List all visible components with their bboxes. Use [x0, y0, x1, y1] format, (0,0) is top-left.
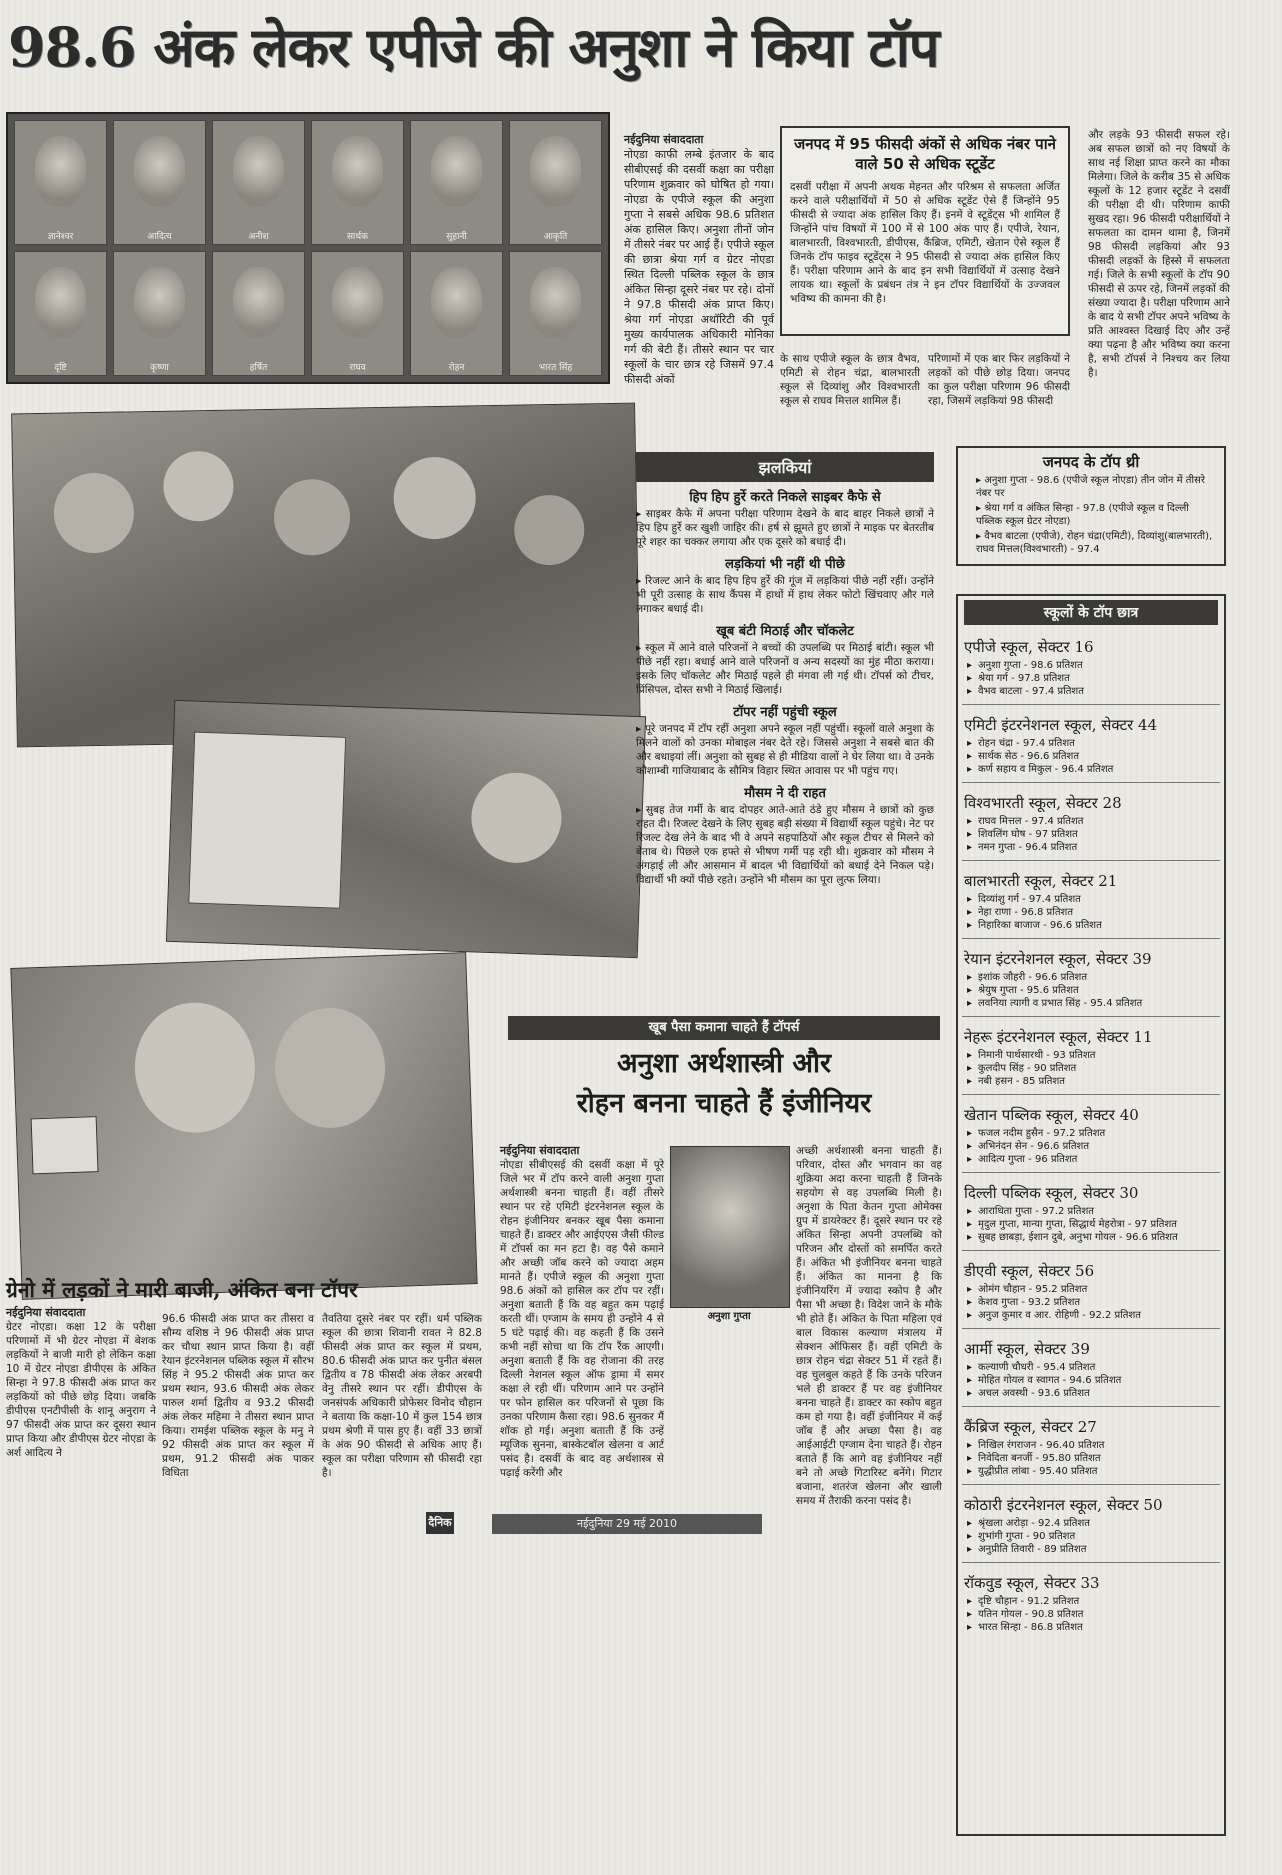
school-topper: ▸ नबी हसन - 85 प्रतिशत [978, 1075, 1218, 1088]
feature-title-line1: अनुशा अर्थशास्त्री और [616, 1048, 832, 1079]
school-topper: ▸ कुलदीप सिंह - 90 प्रतिशत [978, 1062, 1218, 1075]
school-topper: ▸ दिव्यांशु गर्ग - 97.4 प्रतिशत [978, 893, 1218, 906]
school-block [958, 707, 1224, 778]
school-topper: ▸ आदित्य गुप्ता - 96 प्रतिशत [978, 1153, 1218, 1166]
school-separator [962, 1562, 1220, 1563]
school-separator [962, 1016, 1220, 1017]
district-top-three-title: जनपद के टॉप थ्री [1042, 453, 1140, 471]
school-topper: ▸ कर्ण सहाय व मिकुल - 96.4 प्रतिशत [978, 763, 1218, 776]
feature-col1-text: नोएडा सीबीएसई की दसवीं कक्षा में पूरे जिले भर में टॉप करने वाली अनुशा गुप्ता अर्थशास्त्री बनना चाहती हैं। वहीं तीसरे स्थान पर रहे एमिटी इंटरनेशनल स्कूल के रोहन इंजीनियर बनकर खूब पैसा कमाना चाहते हैं। डाक्टर और आईएएस जैसी फील्ड में टॉपर्स का मन हटा है। वह पैसे कमाने और अच्छी जॉब करने को ज्यादा अहम मानते हैं। एपीजे स्कूल की अनुशा गुप्ता 98.6 अंकों को हासिल कर टॉप पर रहीं। अनुशा बताती हैं कि वह बहुत कम पढ़ाई करती थीं। एग्जाम के समय ही उन्होंने 4 से 5 घंटे पढ़ाई की। वह कहती हैं कि उसने कभी नहीं सोचा था कि टॉप रैंक आएगी। अनुशा बताती हैं कि वह रोजाना की तरह दिल्ली नेशनल स्कूल ऑफ ड्रामा में समर कक्षा ले रही थीं। परिणाम आने पर उन्होंने पर फोन हासिल कर परिजनों से पूछा कि उनका परिणाम कैसा रहा। 98.6 सुनकर मैं शॉक हो गई। अनुशा बताती हैं कि उन्हें म्यूजिक सुनना, बास्केटबॉल खेलना व आर्ट पसंद है। दसवीं के बाद वह अर्थशास्त्र से पढ़ाई करेंगी और [500, 1159, 664, 1479]
student-face [233, 136, 284, 207]
lead-continuation-2: परिणामों में एक बार फिर लड़कियों ने लड़कों को पीछे छोड़ दिया। जनपद का कुल परीक्षा परिणाम 96 फीसदी रहा, जिसमें लड़कियां 98 फीसदी [928, 353, 1070, 407]
bottom-col1-text: ग्रेटर नोएडा। कक्षा 12 के परीक्षा परिणामों में भी ग्रेटर नोएडा में बेशक लड़कियों ने बाजी मारी हो लेकिन कक्षा 10 में ग्रेटर नोएडा डीपीएस के अंकित सिन्हा ने 97.8 फीसदी अंक प्राप्त कर लड़कियों को पीछे छोड़ दिया। जबकि डीपीएस एनटीपीसी के शानू अनुराग ने 97 फीसदी अंक प्राप्त कर दूसरा स्थान प्राप्त किया और डीपीएस ग्रेटर नोएडा के अर्श आदित्य ने [6, 1321, 156, 1459]
student-face [530, 136, 581, 207]
school-name: डीएवी स्कूल, सेक्टर 56 [964, 1262, 1095, 1280]
school-separator [962, 1484, 1220, 1485]
student-face [332, 136, 383, 207]
district-box-title: जनपद में 95 फीसदी अंकों से अधिक नंबर पाने वाले 50 से अधिक स्टूडेंट [794, 135, 1056, 173]
school-toppers [964, 1517, 1218, 1556]
student-name: ज्ञानेश्वर [47, 232, 74, 242]
student-face [35, 267, 86, 338]
school-topper: ▸ राघव मित्तल - 97.4 प्रतिशत [978, 815, 1218, 828]
school-separator [962, 782, 1220, 783]
student-face [233, 267, 284, 338]
district-top-three-box [956, 446, 1226, 566]
student-face [431, 136, 482, 207]
school-topper: ▸ श्रृंखला अरोड़ा - 92.4 प्रतिशत [978, 1517, 1218, 1530]
school-toppers [964, 1049, 1218, 1088]
school-toppers [964, 737, 1218, 776]
student-name: आदित्य [147, 232, 172, 242]
bottom-story-column-2: 96.6 फीसदी अंक प्राप्त कर तीसरा व सौम्य वशिष्ठ ने 96 फीसदी अंक प्राप्त कर चौथा स्थान प्राप्त किया है। वहीं रेयान इंटरनेशनल पब्लिक स्कूल में सौरभ सिंह ने 95.2 फीसदी अंक प्राप्त कर प्रथम स्थान, 93.6 फीसदी अंक लेकर पारुल शर्मा द्वितीय व 93.2 फीसदी अंक लेकर महिमा ने तीसरा स्थान प्राप्त किया। रामईश पब्लिक स्कूल के मनु ने 92 फीसदी अंक प्राप्त कर स्कूल में प्रथम, 91.2 फीसदी अंक पाकर विधिता [162, 1313, 314, 1479]
highlight-heading: खूब बंटी मिठाई और चॉकलेट [716, 624, 854, 639]
school-topper: ▸ निहारिका बाजाज - 96.6 प्रतिशत [978, 919, 1218, 932]
school-topper: ▸ अनुशा गुप्ता - 98.6 प्रतिशत [978, 659, 1218, 672]
student-name: आकृति [543, 232, 568, 242]
school-toppers [964, 1127, 1218, 1166]
school-block [958, 1331, 1224, 1402]
schools-list [958, 629, 1224, 1636]
celebration-photo [11, 403, 641, 748]
school-separator [962, 938, 1220, 939]
school-topper: ▸ भारत सिन्हा - 86.8 प्रतिशत [978, 1621, 1218, 1634]
school-separator [962, 1406, 1220, 1407]
school-separator [962, 860, 1220, 861]
school-topper: ▸ लवनिया त्यागी व प्रभात सिंह - 95.4 प्रतिशत [978, 997, 1218, 1010]
school-topper: ▸ युद्धीप्रीत लांबा - 95.40 प्रतिशत [978, 1465, 1218, 1478]
school-topper: ▸ अनुज कुमार व आर. रोहिणी - 92.2 प्रतिशत [978, 1309, 1218, 1322]
highlight-heading: मौसम ने दी राहत [744, 786, 826, 801]
school-block [958, 863, 1224, 934]
school-toppers [964, 971, 1218, 1010]
students-photo-grid [6, 112, 610, 384]
bottom-story-column-1 [6, 1306, 156, 1492]
student-name: सार्थक [346, 232, 369, 242]
school-topper: ▸ शुभांगी गुप्ता - 90 प्रतिशत [978, 1530, 1218, 1543]
student-face [134, 136, 185, 207]
school-topper: ▸ मोहित गोयल व स्वागत - 94.6 प्रतिशत [978, 1374, 1218, 1387]
school-topper: ▸ फजल नदीम हुसैन - 97.2 प्रतिशत [978, 1127, 1218, 1140]
student-photo [212, 120, 305, 245]
school-name: दिल्ली पब्लिक स्कूल, सेक्टर 30 [964, 1184, 1139, 1202]
school-name: एपीजे स्कूल, सेक्टर 16 [964, 638, 1094, 656]
feature-headline [500, 1044, 948, 1124]
school-name: खेतान पब्लिक स्कूल, सेक्टर 40 [964, 1106, 1139, 1124]
feature-title-line2: रोहन बनना चाहते हैं इंजीनियर [576, 1088, 872, 1119]
feature-byline: नईदुनिया संवाददाता [500, 1144, 580, 1157]
top-three-item: ▸ वैभव बाटला (एपीजे), रोहन चंद्रा(एमिटी), दिव्यांशु(बालभारती), राघव मित्तल(विश्वभारती) - 97.4 [976, 531, 1213, 555]
top-three-item: ▸ श्रेया गर्ग व अंकित सिन्हा - 97.8 (एपीजे स्कूल व दिल्ली पब्लिक स्कूल ग्रेटर नोएडा) [976, 503, 1189, 527]
student-photo [509, 251, 602, 376]
highlight-text: ▸ साइबर कैफे में अपना परीक्षा परिणाम देखने के बाद बाहर निकले छात्रों ने हिप हिप हुर्रे कर खुशी जाहिर की। हर्ष से झूमते हुए छात्रों ने माइक पर बेतरतीब पूरे शहर का चक्कर लगाया और एक दूसरे को बधाई दी। [636, 508, 934, 548]
lead-continuation-1: के साथ एपीजे स्कूल के छात्र वैभव, एमिटी से रोहन चंद्रा, बालभारती स्कूल से दिव्यांशु और विश्वभारती स्कूल से राघव मित्तल शामिल हैं। [780, 353, 920, 407]
school-name: रॉकवुड स्कूल, सेक्टर 33 [964, 1574, 1100, 1592]
school-topper: ▸ अनुप्रीति तिवारी - 89 प्रतिशत [978, 1543, 1218, 1556]
school-topper: ▸ सार्थक सेठ - 96.6 प्रतिशत [978, 750, 1218, 763]
school-topper: ▸ श्रेयुष गुप्ता - 95.6 प्रतिशत [978, 984, 1218, 997]
paper-logo: दैनिक [426, 1512, 454, 1534]
right-column-text: और लड़के 93 फीसदी सफल रहे। अब सफल छात्रों को नए विषयों के साथ नई शिक्षा प्राप्त करने का मौका मिलेगा। जिले के करीब 35 से अधिक स्कूलों के 12 हजार स्टूडेंट ने दसवीं की परीक्षा दी थी। परिणाम काफी सुखद रहा। 96 फीसदी परीक्षार्थियों ने सफलता का दामन थामा है, जिनमें 98 फीसदी लड़कियां और 93 फीसदी लड़कों के हिस्से में सफलता गई। जिले के सभी स्कूलों के टॉप 90 फीसदी से ऊपर रहे, जिनमें लड़कों की संख्या ज्यादा है। परीक्षा परिणाम आने के बाद ये सभी टॉपर अपने भविष्य के प्रति आश्वस्त दिखाई दिए और उन्हें क्या पढ़ना है और भविष्य क्या करना है, सभी टॉपर्स ने निश्चय कर लिया है। [1088, 129, 1230, 379]
school-separator [962, 1250, 1220, 1251]
student-photo [113, 251, 206, 376]
district-box-text: दसवीं परीक्षा में अपनी अथक मेहनत और परिश्रम से सफलता अर्जित करने वाले परीक्षार्थियों में 50 से अधिक स्टूडेंट ऐसे हैं जिन्होंने 95 फीसदी से ज्यादा अंक हासिल किए हैं। इनमें वे स्टूडेंट्स भी शामिल हैं जिन्होंने पांच विषयों में 100 में से 100 अंक पाए हैं। एपीजे, रेयान, बालभारती, विश्वभारती, डीपीएस, कैंब्रिज, एमिटी, खेतान ऐसे स्कूल हैं जिनके टॉप फाइव स्टूडेंट्स ने 95 फीसदी से ज्यादा अंक हासिल किए हैं। परीक्षा परिणाम आने के बाद इन सभी विद्यार्थियों में उत्साह देखने लायक था। स्कूलों के प्रबंधन तंत्र ने इन टॉपर विद्यार्थियों के उज्जवल भविष्य की कामना की है। [790, 181, 1060, 305]
school-topper: ▸ केशव गुप्ता - 93.2 प्रतिशत [978, 1296, 1218, 1309]
school-block [958, 1253, 1224, 1324]
student-name: अनीश [248, 232, 269, 242]
school-toppers [964, 1595, 1218, 1634]
school-toppers [964, 1361, 1218, 1400]
school-toppers [964, 1439, 1218, 1478]
school-topper: ▸ नेहा राणा - 96.8 प्रतिशत [978, 906, 1218, 919]
student-name: राघव [349, 363, 366, 373]
school-topper: ▸ निवेदिता बनर्जी - 95.80 प्रतिशत [978, 1452, 1218, 1465]
bottom-story-headline: ग्रेनो में लड़कों ने मारी बाजी, अंकित बना टॉपर [6, 1277, 358, 1302]
school-topper: ▸ श्रेया गर्ग - 97.8 प्रतिशत [978, 672, 1218, 685]
highlight-text: ▸ पूरे जनपद में टॉप रहीं अनुशा अपने स्कूल नहीं पहुंचीं। स्कूलों वाले अनुशा के मिलने वालों को उनका मोबाइल नंबर देते रहे। जिससे अनुशा ने सबसे बात की और बधाइयां लीं। अनुशा को सुबह से ही मीडिया वालों ने घेर लिया था। वे उनके कौशाम्बी गाजियाबाद के सौमित्र विहार स्थित आवास पर भी पहुंच गए। [636, 723, 934, 777]
student-photo [113, 120, 206, 245]
district-top-three-list [964, 474, 1218, 556]
school-toppers [964, 1205, 1218, 1244]
school-block [958, 1019, 1224, 1090]
top-three-item: ▸ अनुशा गुप्ता - 98.6 (एपीजे स्कूल नोएडा) तीन जोन में तीसरे नंबर पर [976, 475, 1205, 499]
school-block [958, 1565, 1224, 1636]
schools-sidebar [956, 594, 1226, 1836]
school-topper: ▸ निखिल रंगराजन - 96.40 प्रतिशत [978, 1439, 1218, 1452]
school-toppers [964, 893, 1218, 932]
school-name: विश्वभारती स्कूल, सेक्टर 28 [964, 794, 1122, 812]
student-photo [14, 120, 107, 245]
school-separator [962, 704, 1220, 705]
school-name: कोठारी इंटरनेशनल स्कूल, सेक्टर 50 [964, 1496, 1163, 1514]
bottom-story-column-3: तैवतिया दूसरे नंबर पर रहीं। धर्म पब्लिक स्कूल की छात्रा शिवानी रावत ने 82.8 फीसदी अंक प्राप्त कर स्कूल में प्रथम, 80.6 फीसदी अंक प्राप्त कर पुनीत बंसल द्वितीय व 78 फीसदी अंक लेकर अरबपी वेनु तीसरे स्थान पर रहीं। डीपीएस के जनसंपर्क अधिकारी प्रोफेसर विनोद चौहान ने बताया कि कक्षा-10 में कुल 154 छात्र प्रथम श्रेणी में पास हुए हैं। वहीं 33 छात्रों के अंक 90 फीसदी से अधिक आए हैं। स्कूल का परीक्षा परिणाम सौ फीसदी रहा है। [322, 1313, 482, 1479]
highlights-title: झलकियां [636, 452, 934, 482]
student-name: भारत सिंह [538, 363, 573, 373]
school-topper: ▸ यतिन गोयल - 90.8 प्रतिशत [978, 1608, 1218, 1621]
student-name: रोहन [448, 363, 465, 373]
student-photo [14, 251, 107, 376]
student-face [332, 267, 383, 338]
schools-title: स्कूलों के टॉप छात्र [964, 600, 1218, 625]
highlight-heading: लड़कियां भी नहीं थी पीछे [725, 557, 845, 572]
school-toppers [964, 1283, 1218, 1322]
highlight-text: ▸ सुबह तेज गर्मी के बाद दोपहर आते-आते ठंडे हुए मौसम ने छात्रों को कुछ राहत दी। रिजल्ट देखने के लिए सुबह बड़ी संख्या में विद्यार्थी स्कूल पहुंचे। नेट पर रिजल्ट देख लेने के बाद भी वे अपने सहपाठियों और स्कूल टीचर से मिलने को बेताब थे। पिछले एक हफ्ते से भीषण गर्मी पड़ रही थी। शुक्रवार को मौसम ने अंगड़ाई ली और आसमान में बादल भी विद्यार्थियों को बधाई देने निकल पड़े। विद्यार्थी भी क्यों पीछे रहते। उन्होंने भी मौसम का पूरा लुत्फ लिया। [636, 804, 934, 886]
lead-byline: नईदुनिया संवाददाता [624, 133, 704, 146]
lead-text: नोएडा काफी लम्बे इंतजार के बाद सीबीएसई की दसवीं कक्षा का परीक्षा परिणाम शुक्रवार को घोषित हो गया। नोएडा के एपीजे स्कूल की अनुशा गुप्ता ने सबसे अधिक 98.6 प्रतिशत अंक हासिल किए। अनुशा तीनों जोन में तीसरे नंबर पर आई हैं। एपीजे स्कूल की छात्रा श्रेया गर्ग व ग्रेटर नोएडा स्थित दिल्ली पब्लिक स्कूल के छात्र अंकित सिन्हा दूसरे नंबर पर रहे। दोनों ने 97.8 फीसदी अंक प्राप्त किए। श्रेया गर्ग नोएडा अथॉरिटी की पूर्व मुख्य कार्यपालक अधिकारी मोनिका गर्ग की बेटी हैं। तीसरे स्थान पर चार स्कूलों के चार छात्र रहे जिसमें 97.4 फीसदी अंकों [624, 148, 774, 386]
highlight-text: ▸ स्कूल में आने वाले परिजनों ने बच्चों की उपलब्धि पर मिठाई बांटी। स्कूल भी पीछे नहीं रहा। बधाई आने वाले परिजनों व अन्य सदस्यों का मुंह मीठा कराया। इसके लिए चॉकलेट और मिठाई पहले ही मंगवा ली गई थी। टॉपर्स को टीचर, प्रिंसिपल, दोस्त सभी ने मिठाई खिलाई। [636, 642, 934, 696]
student-name: दृष्टि [54, 363, 67, 373]
school-block [958, 941, 1224, 1012]
school-name: बालभारती स्कूल, सेक्टर 21 [964, 872, 1118, 890]
school-topper: ▸ अचल अवस्थी - 93.6 प्रतिशत [978, 1387, 1218, 1400]
school-topper: ▸ ओमंग चौहान - 95.2 प्रतिशत [978, 1283, 1218, 1296]
school-block [958, 785, 1224, 856]
school-topper: ▸ शिवलिंग घोष - 97 प्रतिशत [978, 828, 1218, 841]
school-block [958, 629, 1224, 700]
paper-date-strip: नईदुनिया 29 मई 2010 [492, 1514, 762, 1534]
student-photo [212, 251, 305, 376]
bottom-story-byline: नईदुनिया संवाददाता [6, 1306, 86, 1319]
school-topper: ▸ अभिनंदन सेन - 96.6 प्रतिशत [978, 1140, 1218, 1153]
school-topper: ▸ इशांक जौहरी - 96.6 प्रतिशत [978, 971, 1218, 984]
lead-story-column [624, 132, 774, 414]
family-celebration-photo [10, 952, 477, 1300]
student-photo [410, 251, 503, 376]
school-topper: ▸ सुबह छाबड़ा, ईशान दुबे, अनुभा गोयल - 96.6 प्रतिशत [978, 1231, 1218, 1244]
highlights-list [636, 487, 934, 887]
feature-column-2: अच्छी अर्थशास्त्री बनना चाहती हैं। परिवार, दोस्त और भगवान का वह शुक्रिया अदा करना चाहती हैं जिनके सहयोग से वह उपलब्धि मिली है। अनुशा के पिता केतन गुप्ता ओमेक्स ग्रुप में डायरेक्टर हैं। दूसरे स्थान पर रहे अंकित सिन्हा अपनी उपलब्धि को परिजन और दोस्तों को समर्पित करते हैं। अंकित भी इंजीनियर बनना चाहते हैं। अंकित का मानना है कि इंजीनियरिंग में ज्यादा स्कोप है और पैसा भी अच्छा है। विदेश जाने के मौके भी होते हैं। अंकित के पिता महिला एवं बाल विकास कल्याण मंत्रालय में सेक्शन ऑफिसर हैं। वहीं एमिटी के छात्र रोहन चंद्रा सेक्टर 51 में रहते हैं। वह चुलबुल कहते हैं कि उनके परिजन भले ही डाक्टर हैं पर वह इंजीनियर बनना चाहते हैं। डाक्टर का स्कोप बहुत कम हो गया है। वहीं इंजीनियर में कई जॉब हैं और अच्छा पैसा है। वह आईआईटी एग्जाम देना चाहते हैं। रोहन बताते हैं कि आगे वह इंजीनियर नहीं बने तो अच्छे गिटारिस्ट बनेंगे। गिटार बजाना, शतरंज खेलना और खाली समय में तैराकी करना पसंद है। [796, 1145, 942, 1507]
student-name: सुहानी [446, 232, 467, 242]
student-photo [410, 120, 503, 245]
school-separator [962, 1172, 1220, 1173]
anusha-caption: अनुशा गुप्ता [707, 1311, 751, 1322]
school-block [958, 1175, 1224, 1246]
school-name: नेहरू इंटरनेशनल स्कूल, सेक्टर 11 [964, 1028, 1153, 1046]
student-face [35, 136, 86, 207]
anusha-portrait [670, 1146, 790, 1308]
school-separator [962, 1328, 1220, 1329]
highlight-text: ▸ रिजल्ट आने के बाद हिप हिप हुर्रे की गूंज में लड़कियां पीछे नहीं रहीं। उन्होंने भी पूरी उत्साह के साथ कैंपस में हाथों में हाथ लेकर फोटो खिंचवाए और गले लगाकर बधाई दी। [636, 575, 934, 615]
student-face [530, 267, 581, 338]
highlight-heading: हिप हिप हुर्रे करते निकले साइबर कैफे से [689, 490, 881, 505]
student-photo [311, 120, 404, 245]
school-block [958, 1097, 1224, 1168]
student-photo [509, 120, 602, 245]
student-face [431, 267, 482, 338]
district-info-box [780, 126, 1070, 336]
school-topper: ▸ दृष्टि चौहान - 91.2 प्रतिशत [978, 1595, 1218, 1608]
school-topper: ▸ निमानी पार्थसारथी - 93 प्रतिशत [978, 1049, 1218, 1062]
student-photo [311, 251, 404, 376]
school-separator [962, 1094, 1220, 1095]
school-toppers [964, 815, 1218, 854]
school-toppers [964, 659, 1218, 698]
school-name: एमिटी इंटरनेशनल स्कूल, सेक्टर 44 [964, 716, 1158, 734]
feature-kicker: खूब पैसा कमाना चाहते हैं टॉपर्स [508, 1016, 940, 1040]
school-block [958, 1487, 1224, 1558]
school-name: आर्मी स्कूल, सेक्टर 39 [964, 1340, 1090, 1358]
highlight-heading: टॉपर नहीं पहुंची स्कूल [733, 705, 837, 720]
result-viewing-photo [166, 700, 646, 958]
main-headline: 98.6 अंक लेकर एपीजे की अनुशा ने किया टॉप [8, 15, 939, 79]
school-topper: ▸ मृदुल गुप्ता, मान्या गुप्ता, सिद्धार्थ मेहरोत्रा - 97 प्रतिशत [978, 1218, 1218, 1231]
school-name: कैंब्रिज स्कूल, सेक्टर 27 [964, 1418, 1097, 1436]
student-name: कृष्णा [150, 363, 169, 373]
school-topper: ▸ रोहन चंद्रा - 97.4 प्रतिशत [978, 737, 1218, 750]
highlights-section [636, 452, 934, 1030]
school-topper: ▸ आराधिता गुप्ता - 97.2 प्रतिशत [978, 1205, 1218, 1218]
school-name: रेयान इंटरनेशनल स्कूल, सेक्टर 39 [964, 950, 1152, 968]
school-topper: ▸ वैभव बाटला - 97.4 प्रतिशत [978, 685, 1218, 698]
school-topper: ▸ कल्याणी चौधरी - 95.4 प्रतिशत [978, 1361, 1218, 1374]
student-face [134, 267, 185, 338]
school-topper: ▸ नमन गुप्ता - 96.4 प्रतिशत [978, 841, 1218, 854]
feature-column-1 [500, 1144, 664, 1490]
student-name: हर्षित [249, 363, 268, 373]
school-block [958, 1409, 1224, 1480]
